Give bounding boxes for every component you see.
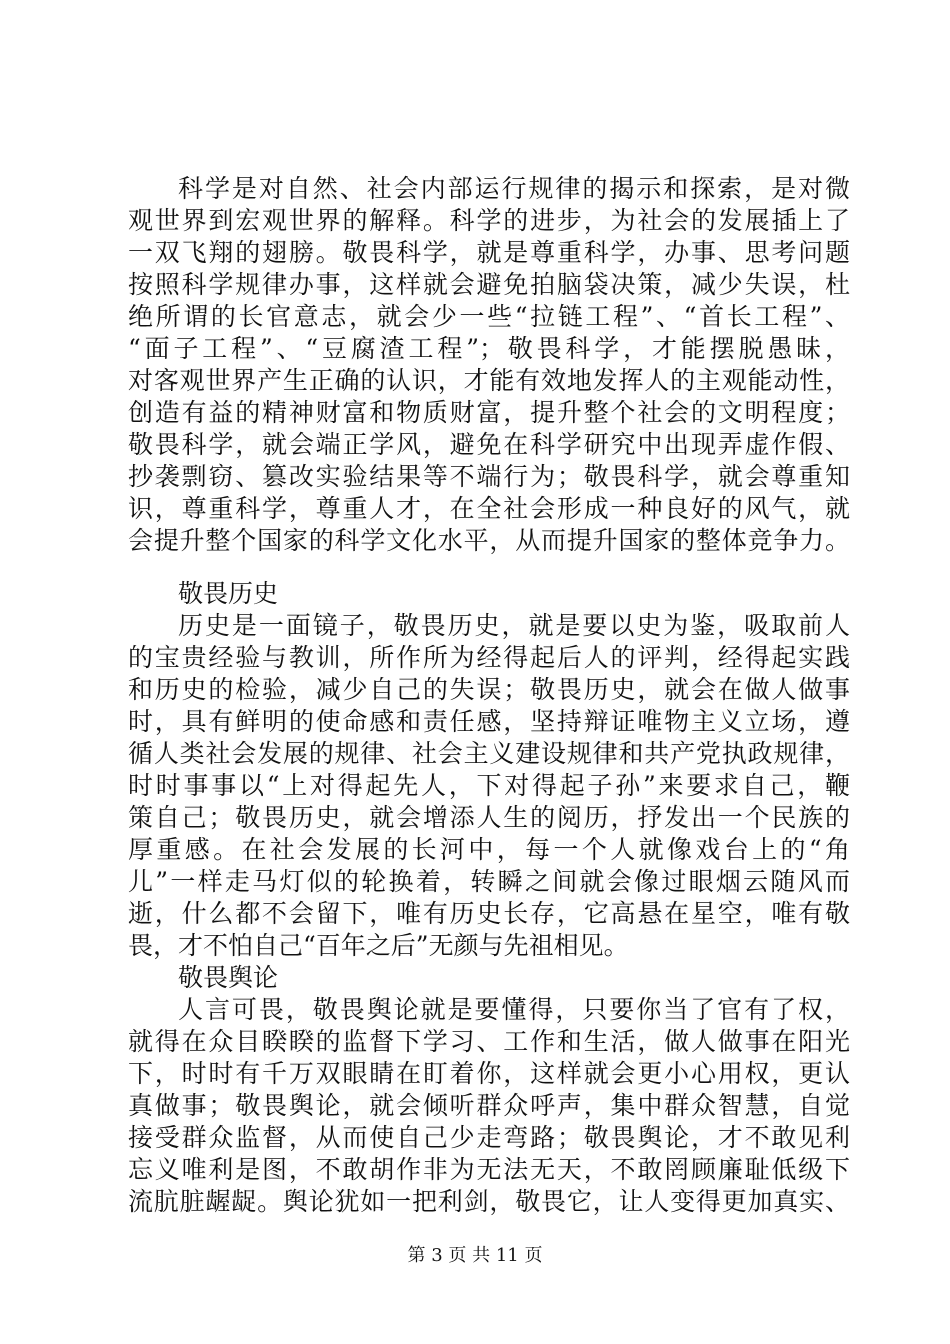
- science-line: 一双飞翔的翅膀。敬畏科学，就是尊重科学，办事、思考问题: [128, 238, 850, 267]
- science-line: “面子工程”、“豆腐渣工程”；敬畏科学，才能摆脱愚昧，: [128, 334, 850, 363]
- history-line: 时时事事以“上对得起先人，下对得起子孙”来要求自己，鞭: [128, 771, 850, 800]
- opinion-line: 下，时时有千万双眼睛在盯着你，这样就会更小心用权，更认: [128, 1059, 850, 1088]
- history-line: 循人类社会发展的规律、社会主义建设规律和共产党执政规律，: [128, 739, 850, 768]
- history-heading: 敬畏历史: [178, 579, 279, 608]
- science-line: 对客观世界产生正确的认识，才能有效地发挥人的主观能动性，: [128, 366, 850, 395]
- science-line: 抄袭剽窃、篡改实验结果等不端行为；敬畏科学，就会尊重知: [128, 462, 850, 491]
- opinion-line: 接受群众监督，从而使自己少走弯路；敬畏舆论，才不敢见利: [128, 1123, 850, 1152]
- opinion-line: 人言可畏，敬畏舆论就是要懂得，只要你当了官有了权，: [178, 995, 850, 1024]
- history-line: 儿”一样走马灯似的轮换着，转瞬之间就会像过眼烟云随风而: [128, 867, 850, 896]
- page-number-footer: 第 3 页 共 11 页: [407, 1245, 543, 1266]
- history-line: 和历史的检验，减少自己的失误；敬畏历史，就会在做人做事: [128, 675, 850, 704]
- science-line: 观世界到宏观世界的解释。科学的进步，为社会的发展插上了: [128, 206, 850, 235]
- opinion-line: 流肮脏龌龊。舆论犹如一把利剑，敬畏它，让人变得更加真实、: [128, 1187, 850, 1216]
- science-line: 识，尊重科学，尊重人才，在全社会形成一种良好的风气，就: [128, 494, 850, 523]
- opinion-heading: 敬畏舆论: [178, 963, 279, 992]
- opinion-line: 忘义唯利是图，不敢胡作非为无法无天，不敢罔顾廉耻低级下: [128, 1155, 850, 1184]
- history-line: 畏，才不怕自己“百年之后”无颜与先祖相见。: [128, 931, 629, 960]
- history-line: 厚重感。在社会发展的长河中，每一个人就像戏台上的“角: [128, 835, 850, 864]
- history-line: 历史是一面镜子，敬畏历史，就是要以史为鉴，吸取前人: [178, 611, 850, 640]
- science-line: 会提升整个国家的科学文化水平，从而提升国家的整体竞争力。: [128, 526, 850, 555]
- science-line: 创造有益的精神财富和物质财富，提升整个社会的文明程度；: [128, 398, 850, 427]
- history-line: 时，具有鲜明的使命感和责任感，坚持辩证唯物主义立场，遵: [128, 707, 850, 736]
- opinion-line: 真做事；敬畏舆论，就会倾听群众呼声，集中群众智慧，自觉: [128, 1091, 850, 1120]
- history-line: 的宝贵经验与教训，所作所为经得起后人的评判，经得起实践: [128, 643, 850, 672]
- science-line: 按照科学规律办事，这样就会避免拍脑袋决策，减少失误，杜: [128, 270, 850, 299]
- opinion-line: 就得在众目睽睽的监督下学习、工作和生活，做人做事在阳光: [128, 1027, 850, 1056]
- history-line: 逝，什么都不会留下，唯有历史长存，它高悬在星空，唯有敬: [128, 899, 850, 928]
- science-line: 敬畏科学，就会端正学风，避免在科学研究中出现弄虚作假、: [128, 430, 850, 459]
- science-line: 科学是对自然、社会内部运行规律的揭示和探索，是对微: [178, 174, 850, 203]
- science-line: 绝所谓的长官意志，就会少一些“拉链工程”、“首长工程”、: [128, 302, 850, 331]
- history-line: 策自己；敬畏历史，就会增添人生的阅历，抒发出一个民族的: [128, 803, 850, 832]
